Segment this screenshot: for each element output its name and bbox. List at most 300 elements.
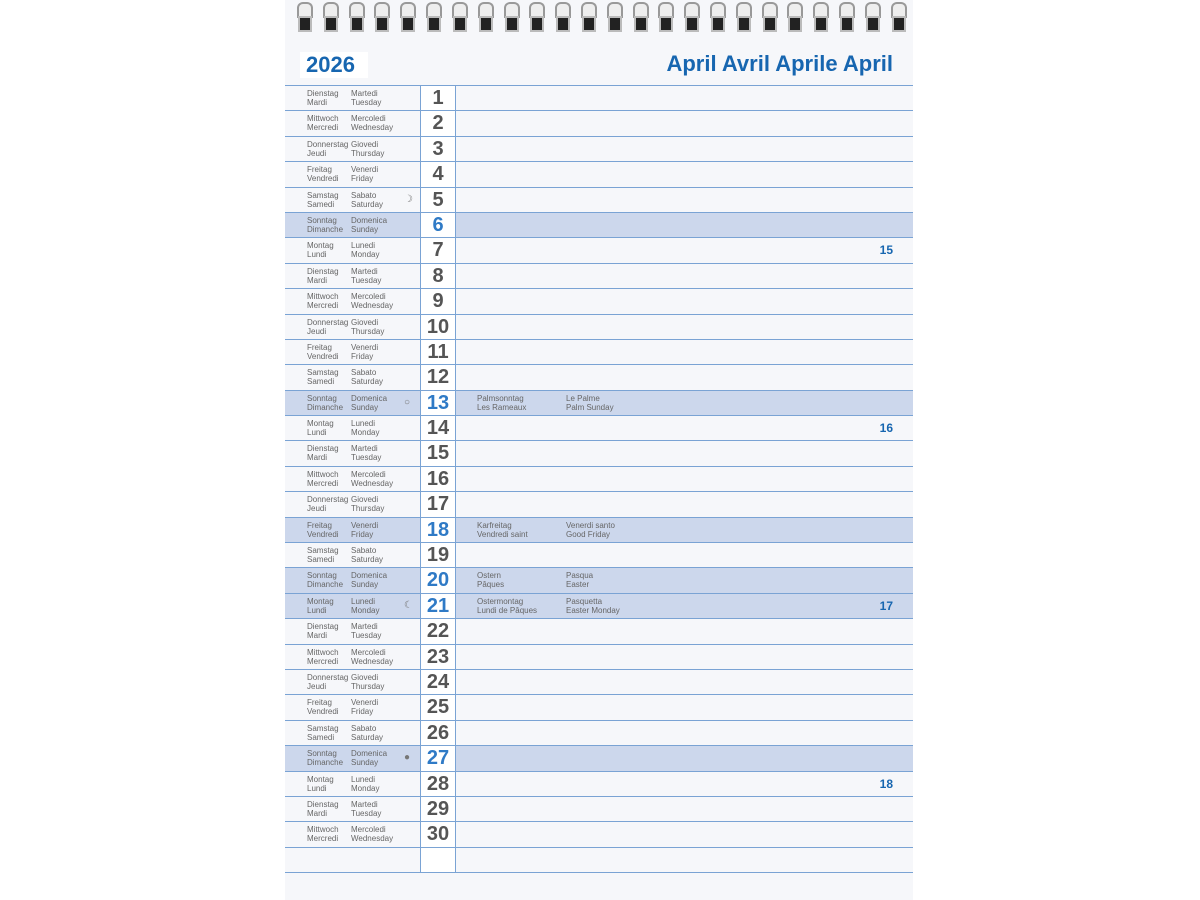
weekday-fr: Mercredi	[307, 656, 339, 666]
weekday-it: Martedi	[351, 799, 378, 809]
weekday-it: Sabato	[351, 368, 377, 378]
weekday-de-fr	[307, 241, 334, 259]
holiday-de-fr	[477, 571, 504, 589]
weekday-en: Saturday	[351, 377, 384, 387]
weekday-de: Donnerstag	[307, 317, 349, 327]
week-number: 17	[879, 598, 893, 613]
spiral-coil	[863, 2, 879, 30]
weekday-de: Samstag	[307, 368, 339, 378]
weekday-fr: Lundi	[307, 428, 327, 438]
day-row[interactable]	[285, 721, 913, 746]
weekday-de-fr	[307, 749, 343, 767]
day-row[interactable]	[285, 340, 913, 365]
weekday-fr: Jeudi	[307, 148, 327, 158]
day-number: 5	[420, 188, 456, 212]
holiday-fr: Les Rameaux	[477, 402, 527, 412]
weekday-it: Sabato	[351, 723, 377, 733]
day-grid	[285, 85, 913, 873]
holiday-de: Palmsonntag	[477, 393, 524, 403]
holiday-it-en	[566, 597, 620, 615]
spiral-coil	[682, 2, 698, 30]
weekday-de: Montag	[307, 241, 334, 251]
weekday-en: Saturday	[351, 199, 384, 209]
day-number	[420, 848, 456, 872]
weekday-it-en	[351, 267, 381, 285]
weekday-it: Domenica	[351, 571, 388, 581]
day-row[interactable]	[285, 645, 913, 670]
weekday-en: Tuesday	[351, 275, 382, 285]
day-row[interactable]	[285, 86, 913, 111]
weekday-it-en	[351, 444, 381, 462]
spiral-coil	[398, 2, 414, 30]
weekday-fr: Mercredi	[307, 478, 339, 488]
weekday-en: Friday	[351, 707, 374, 717]
weekday-de: Freitag	[307, 520, 332, 530]
spiral-coil	[295, 2, 311, 30]
day-row[interactable]	[285, 594, 913, 619]
day-number: 21	[420, 594, 456, 618]
day-number: 24	[420, 670, 456, 694]
weekday-it: Lunedi	[351, 774, 376, 784]
holiday-it: Venerdi santo	[566, 520, 615, 530]
day-row[interactable]	[285, 797, 913, 822]
weekday-it: Venerdi	[351, 520, 379, 530]
weekday-de: Mittwoch	[307, 292, 339, 302]
weekday-it-en	[351, 800, 381, 818]
weekday-it-en	[351, 165, 378, 183]
weekday-de: Donnerstag	[307, 672, 349, 682]
weekday-de-fr	[307, 267, 339, 285]
holiday-it: Pasquetta	[566, 596, 603, 606]
weekday-de: Mittwoch	[307, 647, 339, 657]
weekday-it-en	[351, 241, 379, 259]
day-number: 13	[420, 391, 456, 415]
weekday-de: Mittwoch	[307, 469, 339, 479]
weekday-it: Mercoledi	[351, 825, 386, 835]
weekday-fr: Lundi	[307, 605, 327, 615]
day-row[interactable]	[285, 162, 913, 187]
weekday-it: Venerdi	[351, 342, 379, 352]
weekday-fr: Dimanche	[307, 224, 344, 234]
week-number: 18	[879, 776, 893, 791]
weekday-de: Sonntag	[307, 393, 337, 403]
weekday-de: Dienstag	[307, 444, 339, 454]
weekday-fr: Dimanche	[307, 402, 344, 412]
weekday-it: Lunedi	[351, 241, 376, 251]
day-row[interactable]	[285, 518, 913, 543]
holiday-de-fr	[477, 394, 526, 412]
weekday-it-en	[351, 622, 381, 640]
weekday-de-fr	[307, 140, 348, 158]
day-number: 1	[420, 86, 456, 110]
holiday-en: Good Friday	[566, 529, 611, 539]
weekday-de: Samstag	[307, 190, 339, 200]
day-number: 4	[420, 162, 456, 186]
weekday-de: Sonntag	[307, 571, 337, 581]
weekday-en: Tuesday	[351, 98, 382, 107]
weekday-it: Sabato	[351, 546, 377, 556]
weekday-it-en	[351, 343, 378, 361]
weekday-it: Martedi	[351, 89, 378, 98]
spiral-coil	[605, 2, 621, 30]
holiday-it-en	[566, 394, 614, 412]
holiday-it-en	[566, 521, 615, 539]
weekday-it: Domenica	[351, 393, 388, 403]
weekday-en: Monday	[351, 605, 380, 615]
weekday-it: Mercoledi	[351, 292, 386, 302]
holiday-fr: Vendredi saint	[477, 529, 528, 539]
spiral-coil	[347, 2, 363, 30]
weekday-it-en	[351, 89, 381, 107]
weekday-it: Giovedi	[351, 139, 379, 149]
spiral-coil	[372, 2, 388, 30]
weekday-en: Friday	[351, 351, 374, 361]
weekday-it: Domenica	[351, 215, 388, 225]
weekday-fr: Jeudi	[307, 504, 327, 514]
spiral-coil	[579, 2, 595, 30]
weekday-it: Giovedi	[351, 317, 379, 327]
weekday-en: Friday	[351, 529, 374, 539]
weekday-de-fr	[307, 343, 339, 361]
weekday-de-fr	[307, 724, 339, 742]
weekday-en: Saturday	[351, 732, 384, 742]
weekday-de-fr	[307, 318, 348, 336]
weekday-de-fr	[307, 114, 339, 132]
weekday-fr: Mercredi	[307, 301, 339, 311]
weekday-en: Sunday	[351, 224, 379, 234]
weekday-it-en	[351, 673, 384, 691]
day-number: 15	[420, 441, 456, 465]
weekday-en: Monday	[351, 250, 380, 260]
day-number: 14	[420, 416, 456, 440]
weekday-de-fr	[307, 775, 334, 793]
day-number: 30	[420, 822, 456, 846]
weekday-it-en	[351, 470, 393, 488]
weekday-it: Giovedi	[351, 672, 379, 682]
weekday-it-en	[351, 318, 384, 336]
day-number: 16	[420, 467, 456, 491]
holiday-de: Karfreitag	[477, 520, 512, 530]
weekday-en: Thursday	[351, 681, 385, 691]
weekday-fr: Jeudi	[307, 326, 327, 336]
spiral-coil	[450, 2, 466, 30]
weekday-it: Mercoledi	[351, 469, 386, 479]
weekday-it: Venerdi	[351, 165, 379, 175]
weekday-de-fr	[307, 648, 339, 666]
weekday-de: Samstag	[307, 723, 339, 733]
weekday-it: Martedi	[351, 622, 378, 632]
spiral-coil	[811, 2, 827, 30]
day-number: 26	[420, 721, 456, 745]
weekday-de-fr	[307, 495, 348, 513]
weekday-fr: Vendredi	[307, 351, 339, 361]
weekday-en: Wednesday	[351, 656, 394, 666]
weekday-fr: Lundi	[307, 250, 327, 260]
moon-phase-icon: ●	[404, 752, 411, 764]
holiday-fr: Pâques	[477, 580, 505, 590]
weekday-fr: Vendredi	[307, 174, 339, 184]
weekday-de: Montag	[307, 774, 334, 784]
weekday-it-en	[351, 114, 393, 132]
spiral-coil	[889, 2, 905, 30]
weekday-en: Friday	[351, 174, 374, 184]
weekday-en: Saturday	[351, 555, 384, 565]
weekday-fr: Samedi	[307, 199, 335, 209]
weekday-de: Sonntag	[307, 749, 337, 759]
weekday-de: Mittwoch	[307, 114, 339, 124]
weekday-fr: Samedi	[307, 732, 335, 742]
weekday-de: Montag	[307, 419, 334, 429]
day-row[interactable]	[285, 416, 913, 441]
weekday-fr: Mardi	[307, 275, 328, 285]
weekday-de-fr	[307, 419, 334, 437]
weekday-de-fr	[307, 368, 339, 386]
weekday-it: Martedi	[351, 266, 378, 276]
week-number: 15	[879, 243, 893, 258]
weekday-de: Donnerstag	[307, 495, 349, 505]
day-row[interactable]	[285, 619, 913, 644]
weekday-en: Tuesday	[351, 631, 382, 641]
day-row[interactable]	[285, 188, 913, 213]
spiral-coil	[527, 2, 543, 30]
day-number: 3	[420, 137, 456, 161]
weekday-de-fr	[307, 571, 343, 589]
holiday-de-fr	[477, 521, 528, 539]
holiday-de: Ostermontag	[477, 596, 524, 606]
weekday-it: Mercoledi	[351, 114, 386, 124]
spiral-coil	[785, 2, 801, 30]
moon-phase-icon: ○	[404, 396, 411, 408]
weekday-en: Tuesday	[351, 453, 382, 463]
weekday-it-en	[351, 394, 387, 412]
weekday-it-en	[351, 292, 393, 310]
day-row[interactable]	[285, 111, 913, 136]
weekday-it-en	[351, 597, 379, 615]
day-row[interactable]	[285, 568, 913, 593]
weekday-it: Venerdi	[351, 698, 379, 708]
weekday-it-en	[351, 775, 379, 793]
weekday-it: Lunedi	[351, 419, 376, 429]
weekday-en: Wednesday	[351, 301, 394, 311]
weekday-en: Sunday	[351, 402, 379, 412]
weekday-fr: Vendredi	[307, 529, 339, 539]
weekday-en: Thursday	[351, 326, 385, 336]
day-number: 12	[420, 365, 456, 389]
weekday-en: Wednesday	[351, 478, 394, 488]
weekday-de: Freitag	[307, 698, 332, 708]
weekday-de-fr	[307, 89, 339, 107]
day-number: 2	[420, 111, 456, 135]
weekday-it-en	[351, 546, 383, 564]
day-row[interactable]	[285, 441, 913, 466]
weekday-de: Donnerstag	[307, 139, 349, 149]
holiday-fr: Lundi de Pâques	[477, 605, 538, 615]
holiday-en: Easter	[566, 580, 590, 590]
weekday-it-en	[351, 521, 378, 539]
year-label: 2026	[300, 52, 368, 78]
weekday-fr: Lundi	[307, 783, 327, 793]
weekday-fr: Mardi	[307, 631, 328, 641]
weekday-en: Sunday	[351, 758, 379, 768]
weekday-en: Wednesday	[351, 834, 394, 844]
weekday-en: Thursday	[351, 504, 385, 514]
weekday-en: Monday	[351, 428, 380, 438]
weekday-en: Thursday	[351, 148, 385, 158]
day-row[interactable]	[285, 264, 913, 289]
day-row[interactable]	[285, 467, 913, 492]
day-number: 28	[420, 772, 456, 796]
weekday-de: Dienstag	[307, 89, 339, 98]
moon-phase-icon: ☾	[404, 599, 413, 611]
day-number: 8	[420, 264, 456, 288]
weekday-it-en	[351, 698, 378, 716]
weekday-de: Mittwoch	[307, 825, 339, 835]
day-number: 29	[420, 797, 456, 821]
weekday-de-fr	[307, 292, 339, 310]
weekday-fr: Dimanche	[307, 758, 344, 768]
day-row[interactable]	[285, 746, 913, 771]
day-number: 27	[420, 746, 456, 770]
day-number: 19	[420, 543, 456, 567]
holiday-de-fr	[477, 597, 537, 615]
weekday-de-fr	[307, 546, 339, 564]
day-number: 25	[420, 695, 456, 719]
day-number: 20	[420, 568, 456, 592]
weekday-it: Giovedi	[351, 495, 379, 505]
weekday-it: Domenica	[351, 749, 388, 759]
weekday-de-fr	[307, 622, 339, 640]
weekday-it-en	[351, 571, 387, 589]
spiral-coil	[631, 2, 647, 30]
day-row[interactable]	[285, 391, 913, 416]
spiral-coil	[553, 2, 569, 30]
weekday-it: Mercoledi	[351, 647, 386, 657]
weekday-en: Sunday	[351, 580, 379, 590]
holiday-de: Ostern	[477, 571, 502, 581]
day-number: 22	[420, 619, 456, 643]
weekday-fr: Jeudi	[307, 681, 327, 691]
weekday-en: Wednesday	[351, 123, 394, 133]
weekday-fr: Dimanche	[307, 580, 344, 590]
day-row[interactable]	[285, 848, 913, 873]
day-number: 17	[420, 492, 456, 516]
weekday-it-en	[351, 216, 387, 234]
day-row[interactable]	[285, 543, 913, 568]
moon-phase-icon: ☽	[404, 193, 413, 205]
calendar-page	[285, 0, 913, 900]
spiral-coil	[656, 2, 672, 30]
month-title: April Avril Aprile April	[666, 51, 893, 76]
weekday-it-en	[351, 191, 383, 209]
day-row[interactable]	[285, 315, 913, 340]
weekday-de: Sonntag	[307, 215, 337, 225]
weekday-de: Dienstag	[307, 622, 339, 632]
spiral-coil	[424, 2, 440, 30]
weekday-it-en	[351, 368, 383, 386]
holiday-it-en	[566, 571, 593, 589]
weekday-fr: Mercredi	[307, 834, 339, 844]
day-number: 9	[420, 289, 456, 313]
day-number: 23	[420, 645, 456, 669]
spiral-coil	[837, 2, 853, 30]
weekday-it-en	[351, 140, 384, 158]
weekday-it-en	[351, 419, 379, 437]
weekday-de: Freitag	[307, 342, 332, 352]
day-row[interactable]	[285, 137, 913, 162]
day-row[interactable]	[285, 492, 913, 517]
weekday-it: Lunedi	[351, 596, 376, 606]
weekday-de-fr	[307, 521, 339, 539]
weekday-de-fr	[307, 216, 343, 234]
weekday-it: Sabato	[351, 190, 377, 200]
weekday-de-fr	[307, 470, 339, 488]
day-row[interactable]	[285, 772, 913, 797]
weekday-fr: Mardi	[307, 808, 328, 818]
holiday-en: Easter Monday	[566, 605, 620, 615]
weekday-fr: Vendredi	[307, 707, 339, 717]
weekday-fr: Samedi	[307, 555, 335, 565]
spiral-coil	[760, 2, 776, 30]
weekday-de-fr	[307, 698, 339, 716]
holiday-en: Palm Sunday	[566, 402, 614, 412]
weekday-de-fr	[307, 673, 348, 691]
day-number: 18	[420, 518, 456, 542]
weekday-de-fr	[307, 800, 339, 818]
day-row[interactable]	[285, 289, 913, 314]
weekday-de-fr	[307, 165, 339, 183]
day-row[interactable]	[285, 670, 913, 695]
day-row[interactable]	[285, 213, 913, 238]
weekday-it-en	[351, 648, 393, 666]
weekday-de: Dienstag	[307, 799, 339, 809]
spiral-binding	[295, 2, 905, 32]
weekday-de: Montag	[307, 596, 334, 606]
holiday-it: Pasqua	[566, 571, 594, 581]
weekday-de: Dienstag	[307, 266, 339, 276]
day-row[interactable]	[285, 365, 913, 390]
weekday-de-fr	[307, 597, 334, 615]
weekday-en: Monday	[351, 783, 380, 793]
day-number: 7	[420, 238, 456, 262]
spiral-coil	[734, 2, 750, 30]
day-number: 6	[420, 213, 456, 237]
weekday-fr: Mercredi	[307, 123, 339, 133]
weekday-it-en	[351, 724, 383, 742]
weekday-fr: Samedi	[307, 377, 335, 387]
spiral-coil	[476, 2, 492, 30]
day-number: 10	[420, 315, 456, 339]
weekday-fr: Mardi	[307, 453, 328, 463]
weekday-it-en	[351, 749, 387, 767]
weekday-it-en	[351, 495, 384, 513]
weekday-de-fr	[307, 444, 339, 462]
spiral-coil	[321, 2, 337, 30]
weekday-de-fr	[307, 394, 343, 412]
day-number: 11	[420, 340, 456, 364]
weekday-en: Tuesday	[351, 808, 382, 818]
spiral-coil	[502, 2, 518, 30]
weekday-it-en	[351, 825, 393, 843]
weekday-de-fr	[307, 191, 339, 209]
day-row[interactable]	[285, 695, 913, 720]
day-row[interactable]	[285, 822, 913, 847]
weekday-fr: Mardi	[307, 98, 328, 107]
week-number: 16	[879, 421, 893, 436]
weekday-de-fr	[307, 825, 339, 843]
weekday-de: Freitag	[307, 165, 332, 175]
day-row[interactable]	[285, 238, 913, 263]
weekday-de: Samstag	[307, 546, 339, 556]
